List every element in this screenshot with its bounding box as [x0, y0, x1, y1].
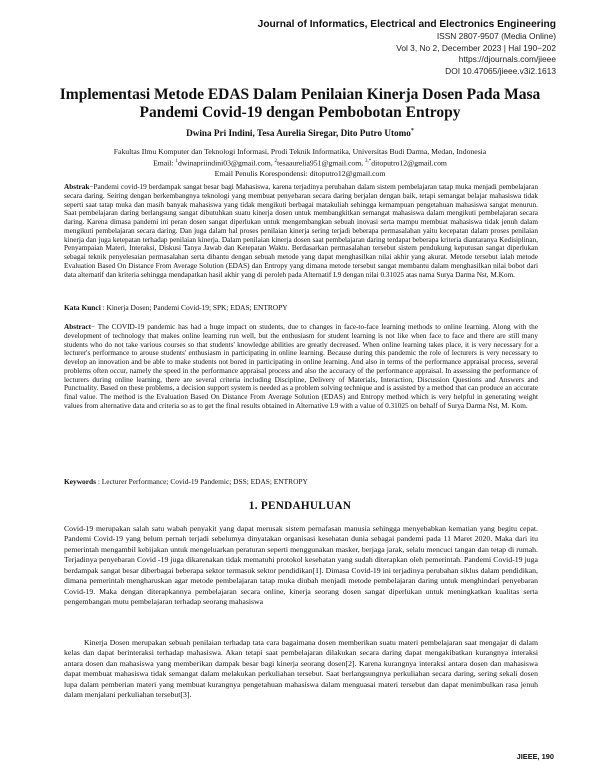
journal-name: Journal of Informatics, Electrical and Electronics Engineering — [257, 19, 556, 30]
author-list — [40, 128, 560, 138]
abstract-en-text: − The COVID-19 pandemic has had a huge impact on students, due to changes in face-to-face learning methods to online learning. Along with the development of technology that makes online learning run well, but the enthusiasm for student learning is not like when face to face and there are still many students who do not take various courses so that students' knowledge abilities are greatly decreased. When online learning takes place, it is very necessary for a lecturer's performance to arouse students' enthusiasm in participating in online learning. Because during this pandemic the role of lecturers is very necessary to develop an innovation and be able to make students not bored in participating in online learning. And also in terms of the performance appraisal process, several problems often occur, namely the speed in the performance appraisal process and also the accuracy of the performance appraisal. In assessing the performance of lecturers during online learning, there are several criteria including Discipline, Delivery of Materials, Interaction, Discussion Questions and Answers and Punctuality. Based on these problems, a decision support system is needed as a problem solving technique and is assisted by a method that can produce an accurate final value. The method is the Evaluation Based On Distance From Average Solution (EDAS) and Entropy method which is very helpful in generating weight values from alternative data and criteria so as to get the final results obtained in Alternative L9 with a value of 0.31025 on behalf of Surya Darma Nst, M. Kom. — [64, 323, 538, 410]
email-sup-2: 2 — [274, 159, 278, 165]
body-paragraph-2: Kinerja Dosen merupakan sebuah penilaian terhadap tata cara bagaimana dosen memberikan suatu materi pembelajaran saat mengajar di dalam kelas dan dapat berinteraksi terhadap mahasiswa. Akan tetapi saat pembelajaran dilakukan secara daring dapat mengakibatkan kurangnya interaksi antara dosen dan mahasiswa yang memberikan dampak besar bagi kinerja seorang dosen[2]. Karena kurangnya interaksi antara dosen dan mahasiswa dapat membuat mahasiswa tidak semangat dalam melakukan perkuliahan tersebut. Saat berlangsungnya perkuliahan secara daring, sering sekali dosen lupa dalam pemberian materi yang membuat kurangnya pengetahuan mahasiswa dalam menguasai materi tersebut dan dapat menimbulkan rasa jenuh dalam menjalani perkuliahan tersebut[3]. — [64, 638, 538, 700]
journal-issn: ISSN 2807-9507 (Media Online) — [436, 31, 556, 41]
institution: Fakultas Ilmu Komputer dan Teknologi Informasi, Prodi Teknik Informatika, Universitas Budi Darma, Medan, Indonesia — [113, 147, 487, 156]
section-heading-pendahuluan: 1. PENDAHULUAN — [248, 500, 352, 512]
keywords-en-label: Keywords — [64, 477, 97, 486]
email-sup-3: 3,* — [365, 159, 372, 165]
affiliation-block — [40, 147, 560, 180]
body-paragraph-1: Covid-19 merupakan salah satu wabah penyakit yang dapat merusak sistem pernafasan manusia sehingga menyebabkan kematian yang begitu cepat. Pandemi Covid-19 yang belum pernah terjadi sebelumya dinyatakan organisasi kesehatan dunia sebagai pandemi pada 11 Maret 2020. Maka dari itu pemerintah mengambil kebijakan untuk mengeluarkan peraturan seperti menggunakan masker, berjaga jarak, selalu mencuci tangan dan tetap di rumah. Terjadinya penyebaran Covid -19 juga dikarenakan tidak mematuhi protokol kesehatan yang sudah diterapkan oleh pemerintah. Pandemi Covid-19 juga berdampak sangat besar diberbagai beberapa sektor termasuk sektor pendidikan[1]. Dimasa Covid-19 ini terjadinya perubahan siklus dalam pendidikan, dimana pemerintah mengharuskan agar metode pembelajaran tatap muka diubah menjadi metode pembelajaran daring untuk menghindari penyebaran Covid-19. Maka dengan diterapkannya pembelajaran secara online, kinerja seorang dosen sangat diperlukan untuk meningkatkan kualitas serta pengembangan mutu pembelajaran terhadap seorang mahasiswa — [64, 524, 538, 607]
abstract-id-text: −Pandemi covid-19 berdampak sangat besar bagi Mahasiswa, karena terjadinya perubahan dalam sistem pembelajaran tatap muka menjadi pembelajaran secara daring. Seiring dengan berkembangnya teknologi yang membuat penyebaran secara daring berjalan dengan baik, tetapi semangat belajar mahasiswa tidak seperti saat tatap muka dan masih banyak mahasiswa yang tidak mengikuti berbagai matakuliah sehingga kemampuan pengetahuan mahasiswa sangat menurun. Saat pembelajaran daring berlangsung sangat dibutuhkan suatu kinerja dosen untuk membangkitkan semangat mahasiswa dalam mengikuti pembelajaran secara daring. Karena dimasa pandemi ini peran dosen sangat diperlukan untuk mengembangkan sebuah inovasi serta mampu membuat mahasiswa tidak jenuh dalam mengikuti pembelajaran secara daring. Dan juga dalam hal proses penilaian kinerja sering terjadi beberapa permasalahan yaitu kecepatan dalam proses penilaian kinerja dan juga ketepatan terhadap penilaian kinerja. Dalam penilaian kinerja dosen saat pembelajaran daring terdapat beberapa kriteria diantaranya Kedisiplinan, Penyampaian Materi, Interaksi, Diskusi Tanya Jawab dan Ketepatan Waktu. Berdasarkan permasalahan tersebut sistem pendukung keputusan sangat diperlukan sebagai teknik penyelesaian permasalahan serta dibantu dengan sebuah metode yang dapat menghasilkan nilai akhir yang akurat. Metode tersebut ialah metode Evaluation Based On Distance From Average Solution (EDAS) dan Entropy yang dimana metode tersebut sangat membantu dalam menghasilkan nilai bobot dari data alternatif dan kriteria sehingga mendapatkan hasil akhir yang di peroleh pada Alternatif L9 dengan nilai 0.31025 atas nama Surya Darma Nst, M.Kom. — [64, 183, 538, 279]
journal-header — [236, 18, 556, 77]
email-prefix: Email: — [153, 158, 176, 168]
abstract-indonesian — [64, 183, 538, 279]
journal-volume: Vol 3, No 2, December 2023 | Hal 190−202 — [396, 42, 556, 53]
author-names: Dwina Pri Indini, Tesa Aurelia Siregar, Dito Putro Utomo — [186, 128, 411, 139]
abstract-english — [64, 323, 538, 411]
keywords-en-text: : Lecturer Performance; Covid-19 Pandemic; DSS; EDAS; ENTROPY — [97, 477, 308, 486]
abstract-en-label: Abstract — [64, 323, 91, 331]
corresponding-mark: * — [410, 128, 414, 134]
journal-doi[interactable]: DOI 10.47065/jieee.v3i2.1613 — [445, 65, 556, 76]
abstract-id-label: Abstrak — [64, 183, 90, 191]
keywords-id-text: : Kinerja Dosen; Pandemi Covid-19; SPK; EDAS; ENTROPY — [100, 303, 288, 312]
email-line — [40, 157, 560, 169]
email-1[interactable]: dwinapriindini03@gmail.com, — [178, 158, 275, 168]
email-3[interactable]: ditoputro12@gmail.com — [371, 158, 447, 168]
keywords-english — [64, 477, 538, 486]
paper-title: Implementasi Metode EDAS Dalam Penilaian Kinerja Dosen Pada Masa Pandemi Covid-19 dengan Pembobotan Entropy — [59, 86, 541, 121]
keywords-id-label: Kata Kunci — [64, 303, 101, 312]
page-footer: JIEEE, 190 — [516, 752, 554, 761]
journal-url[interactable]: https://djournals.com/jieee — [458, 54, 556, 65]
keywords-indonesian — [64, 303, 538, 312]
corresponding-email: Email Penulis Korespondensi: ditoputro12@gmail.com — [214, 169, 386, 179]
email-sup-1: 1 — [175, 159, 178, 165]
email-2[interactable]: tesaaurelia951@gmail.com, — [277, 158, 366, 168]
